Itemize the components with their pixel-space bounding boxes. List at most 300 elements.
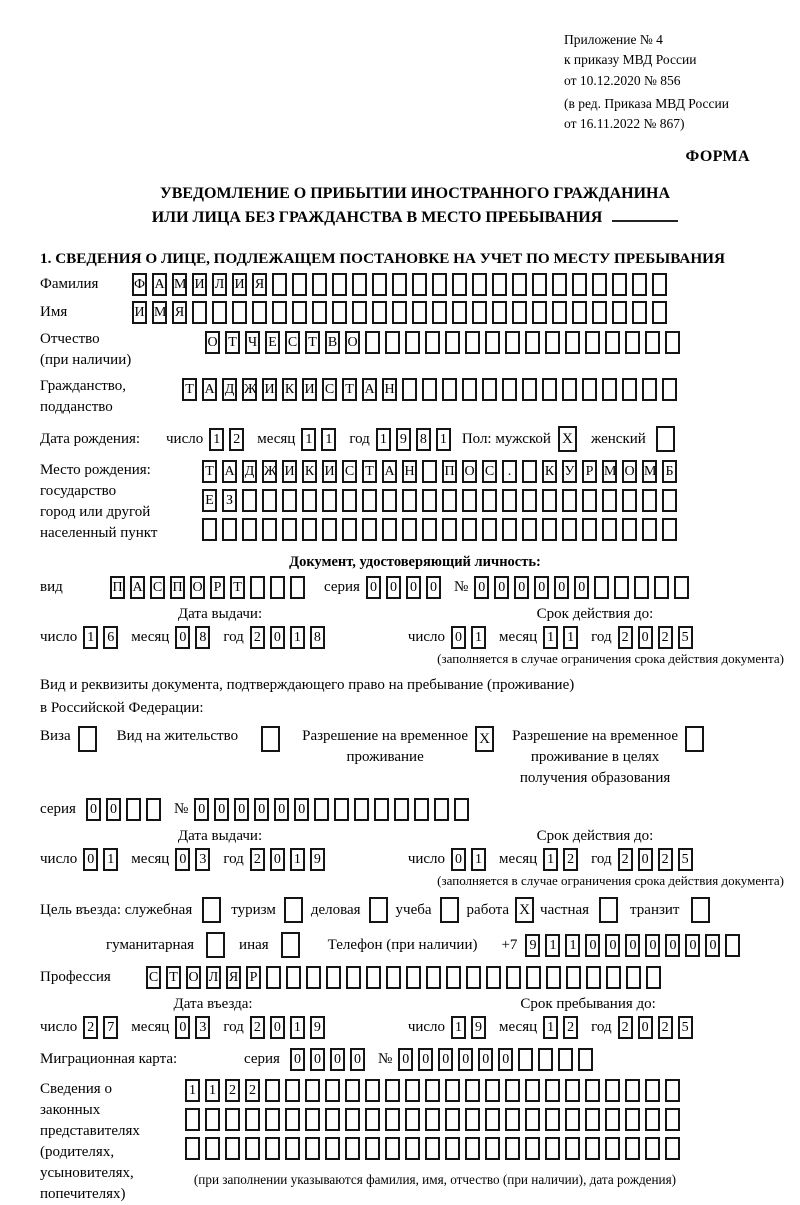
char-cell[interactable] — [422, 489, 437, 512]
char-cell[interactable] — [365, 331, 380, 354]
char-cell[interactable] — [385, 1137, 400, 1160]
char-cell[interactable] — [462, 518, 477, 541]
char-cell[interactable]: 3 — [195, 1016, 210, 1039]
char-cell[interactable] — [272, 301, 287, 324]
char-cell[interactable]: С — [342, 460, 357, 483]
char-cell[interactable] — [242, 518, 257, 541]
char-cell[interactable] — [432, 273, 447, 296]
char-cell[interactable] — [414, 798, 429, 821]
char-cell[interactable] — [432, 301, 447, 324]
char-cell[interactable] — [445, 331, 460, 354]
char-cell[interactable]: 0 — [175, 848, 190, 871]
char-cell[interactable]: 1 — [545, 934, 560, 957]
char-cell[interactable] — [452, 301, 467, 324]
char-cell[interactable]: А — [382, 460, 397, 483]
char-cell[interactable] — [605, 1108, 620, 1131]
char-cell[interactable]: 0 — [350, 1048, 365, 1071]
char-cell[interactable]: Т — [362, 460, 377, 483]
char-cell[interactable] — [345, 1137, 360, 1160]
char-cell[interactable] — [225, 1137, 240, 1160]
char-cell[interactable] — [725, 934, 740, 957]
char-cell[interactable]: С — [150, 576, 165, 599]
char-cell[interactable] — [545, 331, 560, 354]
purpose-transit-checkbox[interactable] — [691, 897, 710, 923]
char-cell[interactable]: 0 — [451, 626, 466, 649]
char-cell[interactable]: 0 — [310, 1048, 325, 1071]
char-cell[interactable]: 9 — [310, 1016, 325, 1039]
char-cell[interactable] — [645, 1079, 660, 1102]
char-cell[interactable] — [312, 273, 327, 296]
char-cell[interactable] — [222, 518, 237, 541]
char-cell[interactable] — [402, 378, 417, 401]
char-cell[interactable]: Т — [225, 331, 240, 354]
char-cell[interactable]: 0 — [398, 1048, 413, 1071]
char-cell[interactable]: 0 — [451, 848, 466, 871]
char-cell[interactable] — [482, 518, 497, 541]
char-cell[interactable]: К — [542, 460, 557, 483]
char-cell[interactable]: . — [502, 460, 517, 483]
char-cell[interactable]: 0 — [274, 798, 289, 821]
char-cell[interactable]: 0 — [86, 798, 101, 821]
char-cell[interactable] — [642, 378, 657, 401]
char-cell[interactable] — [250, 576, 265, 599]
char-cell[interactable] — [412, 273, 427, 296]
char-cell[interactable]: 0 — [645, 934, 660, 957]
char-cell[interactable] — [665, 1108, 680, 1131]
char-cell[interactable] — [565, 1108, 580, 1131]
char-cell[interactable] — [542, 518, 557, 541]
char-cell[interactable] — [625, 1079, 640, 1102]
char-cell[interactable]: 0 — [194, 798, 209, 821]
char-cell[interactable]: 2 — [83, 1016, 98, 1039]
char-cell[interactable] — [352, 273, 367, 296]
char-cell[interactable] — [622, 518, 637, 541]
char-cell[interactable] — [662, 378, 677, 401]
char-cell[interactable]: 0 — [585, 934, 600, 957]
char-cell[interactable] — [546, 966, 561, 989]
char-cell[interactable] — [665, 331, 680, 354]
char-cell[interactable]: 8 — [310, 626, 325, 649]
purpose-private-checkbox[interactable] — [599, 897, 618, 923]
char-cell[interactable]: Т — [342, 378, 357, 401]
char-cell[interactable]: 0 — [175, 1016, 190, 1039]
char-cell[interactable]: 0 — [270, 626, 285, 649]
char-cell[interactable] — [502, 489, 517, 512]
char-cell[interactable]: О — [622, 460, 637, 483]
char-cell[interactable] — [562, 489, 577, 512]
char-cell[interactable]: 2 — [618, 1016, 633, 1039]
char-cell[interactable] — [485, 1137, 500, 1160]
char-cell[interactable] — [342, 518, 357, 541]
char-cell[interactable] — [542, 378, 557, 401]
char-cell[interactable] — [525, 1137, 540, 1160]
char-cell[interactable] — [372, 273, 387, 296]
char-cell[interactable]: 1 — [290, 626, 305, 649]
char-cell[interactable] — [485, 1079, 500, 1102]
char-cell[interactable]: Т — [182, 378, 197, 401]
char-cell[interactable] — [525, 1108, 540, 1131]
char-cell[interactable] — [602, 378, 617, 401]
char-cell[interactable] — [485, 331, 500, 354]
char-cell[interactable]: Т — [305, 331, 320, 354]
char-cell[interactable] — [306, 966, 321, 989]
char-cell[interactable] — [602, 518, 617, 541]
char-cell[interactable]: 0 — [494, 576, 509, 599]
char-cell[interactable] — [645, 331, 660, 354]
char-cell[interactable] — [225, 1108, 240, 1131]
char-cell[interactable]: 1 — [83, 626, 98, 649]
char-cell[interactable]: 1 — [436, 428, 451, 451]
char-cell[interactable]: 0 — [214, 798, 229, 821]
char-cell[interactable] — [392, 273, 407, 296]
char-cell[interactable]: 7 — [103, 1016, 118, 1039]
char-cell[interactable] — [566, 966, 581, 989]
char-cell[interactable] — [565, 331, 580, 354]
char-cell[interactable] — [505, 1108, 520, 1131]
char-cell[interactable]: 2 — [225, 1079, 240, 1102]
char-cell[interactable] — [202, 518, 217, 541]
char-cell[interactable]: Н — [382, 378, 397, 401]
char-cell[interactable]: П — [110, 576, 125, 599]
char-cell[interactable]: Д — [222, 378, 237, 401]
char-cell[interactable] — [425, 1137, 440, 1160]
char-cell[interactable]: 1 — [471, 848, 486, 871]
char-cell[interactable] — [632, 301, 647, 324]
char-cell[interactable] — [345, 1079, 360, 1102]
char-cell[interactable]: Ф — [132, 273, 147, 296]
visa-checkbox[interactable] — [78, 726, 97, 752]
char-cell[interactable]: 1 — [451, 1016, 466, 1039]
char-cell[interactable] — [472, 301, 487, 324]
char-cell[interactable] — [522, 460, 537, 483]
char-cell[interactable] — [465, 1108, 480, 1131]
char-cell[interactable] — [545, 1108, 560, 1131]
char-cell[interactable] — [452, 273, 467, 296]
char-cell[interactable] — [185, 1108, 200, 1131]
char-cell[interactable] — [506, 966, 521, 989]
char-cell[interactable] — [314, 798, 329, 821]
char-cell[interactable] — [625, 1108, 640, 1131]
purpose-work-checkbox[interactable]: X — [515, 897, 534, 923]
char-cell[interactable]: 9 — [396, 428, 411, 451]
char-cell[interactable]: 2 — [658, 848, 673, 871]
char-cell[interactable] — [392, 301, 407, 324]
char-cell[interactable] — [505, 1079, 520, 1102]
char-cell[interactable]: 0 — [366, 576, 381, 599]
purpose-study-checkbox[interactable] — [440, 897, 459, 923]
char-cell[interactable] — [612, 301, 627, 324]
char-cell[interactable]: 0 — [438, 1048, 453, 1071]
char-cell[interactable]: А — [362, 378, 377, 401]
char-cell[interactable]: 5 — [678, 848, 693, 871]
char-cell[interactable] — [266, 966, 281, 989]
char-cell[interactable] — [192, 301, 207, 324]
char-cell[interactable] — [405, 1079, 420, 1102]
char-cell[interactable] — [614, 576, 629, 599]
char-cell[interactable]: 0 — [625, 934, 640, 957]
char-cell[interactable] — [505, 331, 520, 354]
char-cell[interactable]: 0 — [290, 1048, 305, 1071]
char-cell[interactable]: 1 — [185, 1079, 200, 1102]
char-cell[interactable] — [322, 489, 337, 512]
char-cell[interactable] — [385, 331, 400, 354]
char-cell[interactable] — [265, 1137, 280, 1160]
char-cell[interactable] — [605, 1079, 620, 1102]
char-cell[interactable] — [245, 1137, 260, 1160]
char-cell[interactable]: О — [205, 331, 220, 354]
char-cell[interactable] — [362, 518, 377, 541]
char-cell[interactable]: 0 — [665, 934, 680, 957]
char-cell[interactable] — [442, 378, 457, 401]
char-cell[interactable]: К — [302, 460, 317, 483]
char-cell[interactable] — [646, 966, 661, 989]
char-cell[interactable] — [645, 1108, 660, 1131]
char-cell[interactable]: Ж — [262, 460, 277, 483]
char-cell[interactable] — [265, 1079, 280, 1102]
char-cell[interactable]: 0 — [498, 1048, 513, 1071]
char-cell[interactable] — [522, 489, 537, 512]
char-cell[interactable] — [582, 489, 597, 512]
char-cell[interactable] — [290, 576, 305, 599]
char-cell[interactable] — [472, 273, 487, 296]
char-cell[interactable] — [406, 966, 421, 989]
char-cell[interactable] — [366, 966, 381, 989]
char-cell[interactable]: И — [262, 378, 277, 401]
char-cell[interactable]: Р — [210, 576, 225, 599]
char-cell[interactable]: Я — [172, 301, 187, 324]
char-cell[interactable]: О — [190, 576, 205, 599]
char-cell[interactable]: 0 — [638, 848, 653, 871]
char-cell[interactable]: Ж — [242, 378, 257, 401]
char-cell[interactable]: С — [322, 378, 337, 401]
char-cell[interactable]: 0 — [270, 848, 285, 871]
purpose-business-checkbox[interactable] — [369, 897, 388, 923]
char-cell[interactable]: М — [602, 460, 617, 483]
char-cell[interactable] — [442, 518, 457, 541]
char-cell[interactable]: 1 — [290, 1016, 305, 1039]
char-cell[interactable]: 0 — [270, 1016, 285, 1039]
char-cell[interactable] — [425, 331, 440, 354]
purpose-other-checkbox[interactable] — [281, 932, 300, 958]
char-cell[interactable] — [402, 489, 417, 512]
char-cell[interactable]: С — [146, 966, 161, 989]
char-cell[interactable] — [272, 273, 287, 296]
char-cell[interactable] — [625, 1137, 640, 1160]
char-cell[interactable] — [362, 489, 377, 512]
char-cell[interactable] — [302, 489, 317, 512]
char-cell[interactable] — [572, 301, 587, 324]
char-cell[interactable] — [578, 1048, 593, 1071]
char-cell[interactable] — [585, 1079, 600, 1102]
char-cell[interactable]: 0 — [474, 576, 489, 599]
char-cell[interactable] — [345, 1108, 360, 1131]
char-cell[interactable] — [425, 1079, 440, 1102]
char-cell[interactable] — [562, 518, 577, 541]
char-cell[interactable]: 0 — [406, 576, 421, 599]
char-cell[interactable] — [454, 798, 469, 821]
char-cell[interactable] — [585, 1137, 600, 1160]
char-cell[interactable]: 0 — [294, 798, 309, 821]
char-cell[interactable]: 0 — [330, 1048, 345, 1071]
char-cell[interactable]: 0 — [638, 1016, 653, 1039]
char-cell[interactable]: Р — [246, 966, 261, 989]
temp-residence-edu-checkbox[interactable] — [685, 726, 704, 752]
char-cell[interactable]: И — [322, 460, 337, 483]
char-cell[interactable]: К — [282, 378, 297, 401]
char-cell[interactable] — [585, 1108, 600, 1131]
char-cell[interactable]: 2 — [618, 626, 633, 649]
char-cell[interactable] — [292, 301, 307, 324]
char-cell[interactable] — [325, 1108, 340, 1131]
char-cell[interactable] — [365, 1137, 380, 1160]
char-cell[interactable] — [285, 1108, 300, 1131]
char-cell[interactable] — [325, 1079, 340, 1102]
char-cell[interactable] — [412, 301, 427, 324]
char-cell[interactable]: 3 — [195, 848, 210, 871]
char-cell[interactable] — [245, 1108, 260, 1131]
char-cell[interactable]: 5 — [678, 1016, 693, 1039]
char-cell[interactable] — [502, 378, 517, 401]
char-cell[interactable] — [262, 489, 277, 512]
char-cell[interactable] — [625, 331, 640, 354]
char-cell[interactable]: Н — [402, 460, 417, 483]
char-cell[interactable] — [642, 518, 657, 541]
char-cell[interactable]: 2 — [250, 1016, 265, 1039]
char-cell[interactable] — [282, 518, 297, 541]
char-cell[interactable]: Л — [212, 273, 227, 296]
char-cell[interactable] — [492, 273, 507, 296]
char-cell[interactable] — [654, 576, 669, 599]
purpose-tourism-checkbox[interactable] — [284, 897, 303, 923]
char-cell[interactable]: Я — [226, 966, 241, 989]
char-cell[interactable] — [606, 966, 621, 989]
char-cell[interactable] — [582, 518, 597, 541]
char-cell[interactable] — [305, 1137, 320, 1160]
char-cell[interactable] — [565, 1079, 580, 1102]
char-cell[interactable] — [365, 1079, 380, 1102]
char-cell[interactable] — [565, 1137, 580, 1160]
char-cell[interactable] — [442, 489, 457, 512]
char-cell[interactable] — [445, 1137, 460, 1160]
char-cell[interactable] — [492, 301, 507, 324]
char-cell[interactable]: 0 — [705, 934, 720, 957]
char-cell[interactable] — [334, 798, 349, 821]
char-cell[interactable] — [626, 966, 641, 989]
char-cell[interactable] — [285, 1079, 300, 1102]
char-cell[interactable]: 1 — [471, 626, 486, 649]
char-cell[interactable] — [394, 798, 409, 821]
char-cell[interactable] — [305, 1108, 320, 1131]
char-cell[interactable]: 0 — [234, 798, 249, 821]
char-cell[interactable] — [402, 518, 417, 541]
char-cell[interactable] — [586, 966, 601, 989]
char-cell[interactable]: С — [482, 460, 497, 483]
char-cell[interactable] — [512, 301, 527, 324]
char-cell[interactable]: Е — [265, 331, 280, 354]
char-cell[interactable] — [634, 576, 649, 599]
char-cell[interactable]: И — [302, 378, 317, 401]
char-cell[interactable]: О — [345, 331, 360, 354]
char-cell[interactable] — [642, 489, 657, 512]
char-cell[interactable] — [622, 378, 637, 401]
char-cell[interactable]: 0 — [458, 1048, 473, 1071]
char-cell[interactable] — [622, 489, 637, 512]
char-cell[interactable] — [282, 489, 297, 512]
char-cell[interactable] — [582, 378, 597, 401]
char-cell[interactable] — [605, 331, 620, 354]
char-cell[interactable]: 1 — [290, 848, 305, 871]
temp-residence-checkbox[interactable]: X — [475, 726, 494, 752]
char-cell[interactable]: 0 — [478, 1048, 493, 1071]
char-cell[interactable]: А — [202, 378, 217, 401]
char-cell[interactable]: 0 — [254, 798, 269, 821]
char-cell[interactable] — [662, 489, 677, 512]
purpose-humanitarian-checkbox[interactable] — [206, 932, 225, 958]
char-cell[interactable]: 0 — [554, 576, 569, 599]
char-cell[interactable]: 0 — [83, 848, 98, 871]
char-cell[interactable] — [146, 798, 161, 821]
char-cell[interactable] — [572, 273, 587, 296]
char-cell[interactable] — [326, 966, 341, 989]
char-cell[interactable]: Д — [242, 460, 257, 483]
char-cell[interactable] — [305, 1079, 320, 1102]
char-cell[interactable]: 1 — [563, 626, 578, 649]
char-cell[interactable]: М — [172, 273, 187, 296]
char-cell[interactable] — [545, 1079, 560, 1102]
char-cell[interactable] — [662, 518, 677, 541]
char-cell[interactable] — [434, 798, 449, 821]
char-cell[interactable] — [505, 1137, 520, 1160]
char-cell[interactable] — [592, 273, 607, 296]
char-cell[interactable]: С — [285, 331, 300, 354]
char-cell[interactable] — [592, 301, 607, 324]
char-cell[interactable]: 0 — [605, 934, 620, 957]
char-cell[interactable] — [422, 460, 437, 483]
char-cell[interactable] — [325, 1137, 340, 1160]
char-cell[interactable]: 1 — [543, 1016, 558, 1039]
char-cell[interactable] — [612, 273, 627, 296]
char-cell[interactable] — [552, 301, 567, 324]
char-cell[interactable] — [465, 1079, 480, 1102]
char-cell[interactable]: 0 — [685, 934, 700, 957]
char-cell[interactable]: 2 — [250, 626, 265, 649]
char-cell[interactable] — [525, 331, 540, 354]
char-cell[interactable] — [205, 1137, 220, 1160]
char-cell[interactable]: 1 — [321, 428, 336, 451]
char-cell[interactable] — [645, 1137, 660, 1160]
char-cell[interactable] — [502, 518, 517, 541]
char-cell[interactable]: Т — [230, 576, 245, 599]
char-cell[interactable]: О — [462, 460, 477, 483]
char-cell[interactable] — [285, 1137, 300, 1160]
char-cell[interactable] — [405, 331, 420, 354]
char-cell[interactable] — [482, 378, 497, 401]
char-cell[interactable] — [518, 1048, 533, 1071]
char-cell[interactable] — [405, 1108, 420, 1131]
char-cell[interactable]: 2 — [250, 848, 265, 871]
char-cell[interactable]: 2 — [245, 1079, 260, 1102]
char-cell[interactable]: И — [132, 301, 147, 324]
char-cell[interactable] — [482, 489, 497, 512]
char-cell[interactable] — [385, 1079, 400, 1102]
char-cell[interactable]: 0 — [426, 576, 441, 599]
char-cell[interactable] — [602, 489, 617, 512]
char-cell[interactable] — [212, 301, 227, 324]
char-cell[interactable]: М — [642, 460, 657, 483]
char-cell[interactable]: М — [152, 301, 167, 324]
char-cell[interactable]: 2 — [658, 1016, 673, 1039]
purpose-official-checkbox[interactable] — [202, 897, 221, 923]
